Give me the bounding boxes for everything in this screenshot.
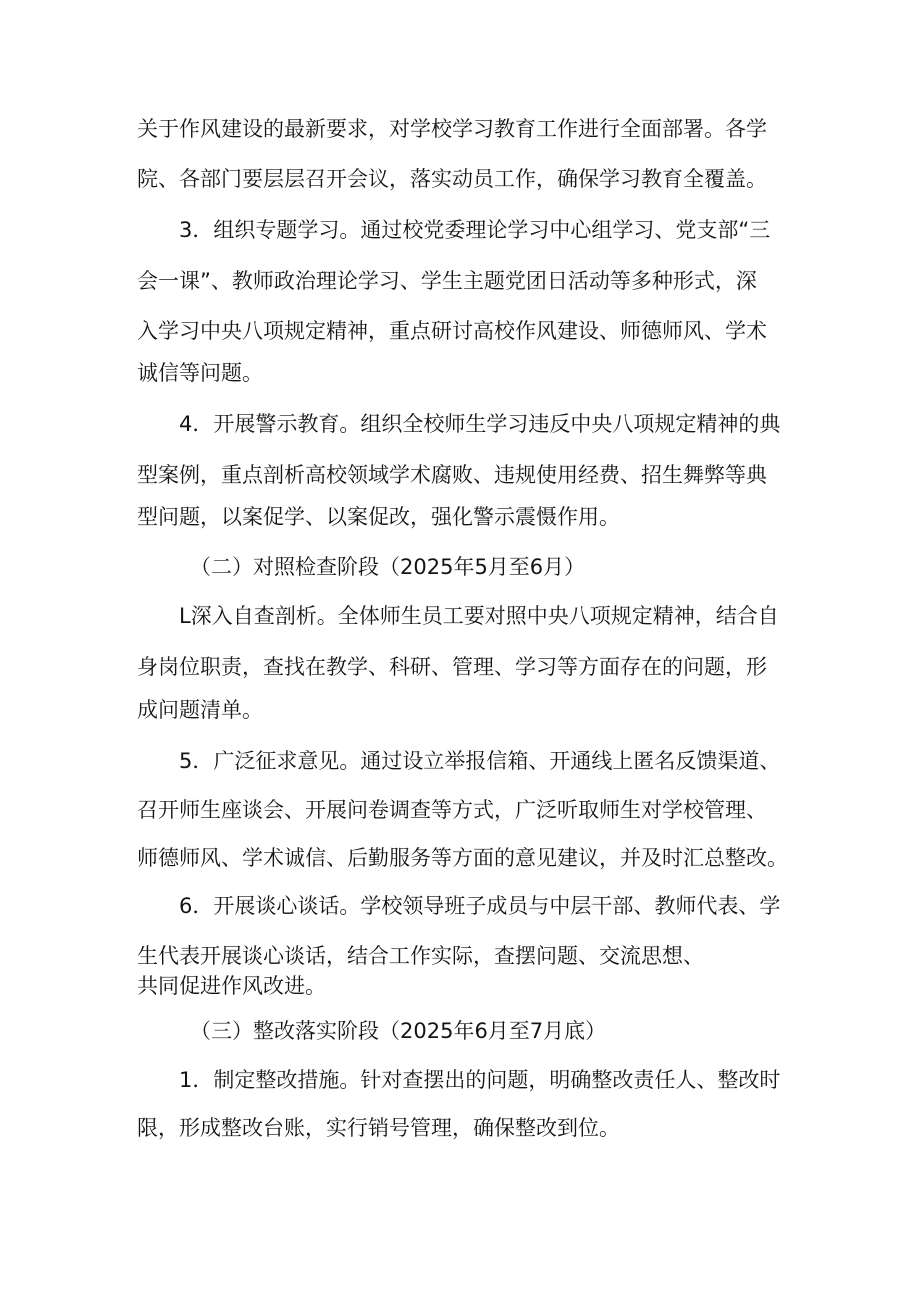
body-line: 诚信等问题。 — [137, 361, 263, 385]
section-heading: （三）整改落实阶段（2025年6月至7月底） — [190, 1019, 607, 1043]
body-line: 生代表开展谈心谈话，结合工作实际，查摆问题、交流思想、 — [137, 944, 704, 968]
body-line: 型问题，以案促学、以案促改，强化警示震慑作用。 — [137, 505, 620, 529]
body-line: 师德师风、学术诚信、后勤服务等方面的意见建议，并及时汇总整改。 — [137, 846, 788, 870]
body-line: 召开师生座谈会、开展问卷调查等方式，广泛听取师生对学校管理、 — [137, 798, 767, 822]
body-line: 共同促进作风改进。 — [137, 974, 326, 998]
list-item-line: 3．组织专题学习。通过校党委理论学习中心组学习、党支部“三 — [179, 218, 771, 242]
body-line: 会一课”、教师政治理论学习、学生主题党团日活动等多种形式，深 — [137, 269, 757, 293]
body-line: 身岗位职责，查找在教学、科研、管理、学习等方面存在的问题，形 — [137, 655, 767, 679]
body-line: 型案例，重点剖析高校领域学术腐败、违规使用经费、招生舞弊等典 — [137, 463, 767, 487]
list-item-line: 1．制定整改措施。针对查摆出的问题，明确整改责任人、整改时 — [179, 1068, 781, 1092]
list-item-line: L深入自查剖析。全体师生员工要对照中央八项规定精神，结合自 — [179, 604, 779, 628]
body-line: 关于作风建设的最新要求，对学校学习教育工作进行全面部署。各学 — [137, 117, 767, 141]
list-item-line: 4．开展警示教育。组织全校师生学习违反中央八项规定精神的典 — [179, 412, 781, 436]
body-line: 限，形成整改台账，实行销号管理，确保整改到位。 — [137, 1116, 620, 1140]
body-line: 成问题清单。 — [137, 698, 263, 722]
section-heading: （二）对照检查阶段（2025年5月至6月） — [190, 555, 586, 579]
body-line: 院、各部门要层层召开会议，落实动员工作，确保学习教育全覆盖。 — [137, 167, 767, 191]
list-item-line: 6．开展谈心谈话。学校领导班子成员与中层干部、教师代表、学 — [179, 894, 781, 918]
list-item-line: 5．广泛征求意见。通过设立举报信箱、开通线上匿名反馈渠道、 — [179, 749, 781, 773]
body-line: 入学习中央八项规定精神，重点研讨高校作风建设、师德师风、学术 — [137, 319, 767, 343]
